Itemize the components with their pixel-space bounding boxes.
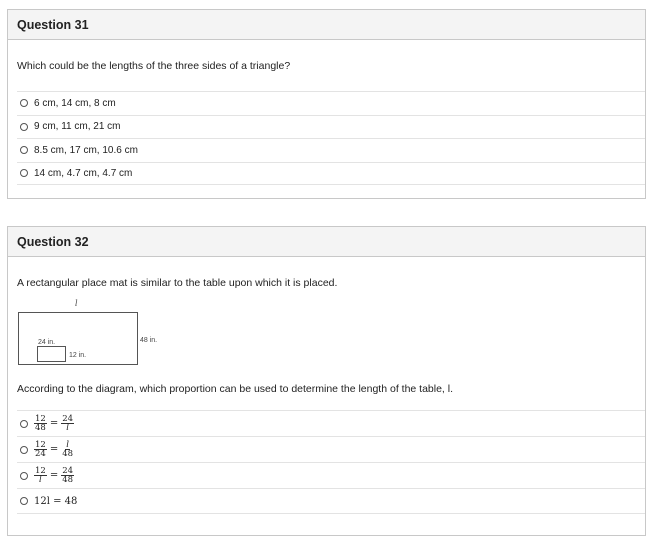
fraction: $\frac{12}{24}$: [35, 440, 46, 459]
radio-button[interactable]: [20, 497, 28, 505]
table-width-label: 48 in.: [140, 337, 158, 344]
place-mat-rectangle: [37, 346, 66, 362]
question-prompt: According to the diagram, which proportion can be used to determine the length of the table, l.: [17, 383, 454, 395]
question-31-card: [7, 9, 646, 199]
question-title: Question 32: [8, 227, 645, 257]
fraction: $\frac{24}{l}$: [62, 414, 74, 433]
radio-button[interactable]: [20, 146, 28, 154]
fraction: $\frac{l}{48}$: [62, 440, 74, 459]
answer-option-d[interactable]: [17, 488, 645, 514]
option-label: 9 cm, 11 cm, 21 cm: [34, 121, 121, 133]
fraction: $\frac{24}{48}$: [62, 466, 74, 485]
question-32-card: [7, 226, 646, 536]
fraction: $\frac{12}{48}$: [35, 414, 46, 433]
answer-option-a[interactable]: [17, 91, 645, 115]
table-length-label: l: [75, 299, 78, 308]
answer-option-b[interactable]: $\frac{12}{24}$ = $\frac{l}{48}$: [17, 436, 645, 462]
radio-button[interactable]: [20, 472, 28, 480]
option-label: 12l = 48: [34, 495, 78, 507]
radio-button[interactable]: [20, 123, 28, 131]
radio-button[interactable]: [20, 446, 28, 454]
option-label: 8.5 cm, 17 cm, 10.6 cm: [34, 144, 138, 156]
answer-option-a[interactable]: $\frac{12}{48}$ = $\frac{24}{l}$: [17, 410, 645, 436]
similar-rectangles-diagram: [17, 299, 167, 365]
mat-length-label: 24 in.: [38, 339, 56, 346]
radio-button[interactable]: [20, 420, 28, 428]
question-stem: Which could be the lengths of the three sides of a triangle?: [17, 60, 291, 72]
option-label: 6 cm, 14 cm, 8 cm: [34, 97, 116, 109]
answer-options: [17, 91, 645, 185]
mat-width-label: 12 in.: [69, 352, 87, 359]
answer-option-b[interactable]: [17, 115, 645, 139]
option-label: 14 cm, 4.7 cm, 4.7 cm: [34, 167, 133, 179]
question-stem: A rectangular place mat is similar to the table upon which it is placed.: [17, 277, 338, 289]
radio-button[interactable]: [20, 169, 28, 177]
fraction: $\frac{12}{l}$: [35, 466, 46, 485]
answer-options: [17, 410, 645, 514]
answer-option-c[interactable]: [17, 138, 645, 162]
question-title: Question 31: [8, 10, 645, 40]
answer-option-c[interactable]: $\frac{12}{l}$ = $\frac{24}{48}$: [17, 462, 645, 488]
radio-button[interactable]: [20, 99, 28, 107]
answer-option-d[interactable]: [17, 162, 645, 186]
